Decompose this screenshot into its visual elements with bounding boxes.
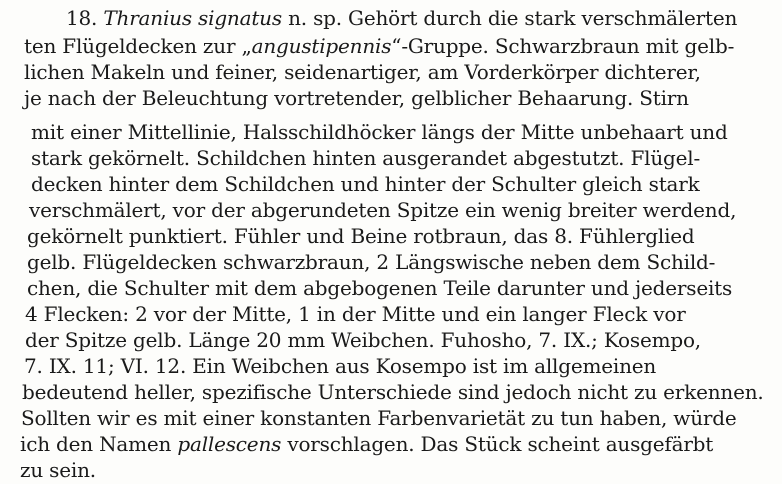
italic-term: angustipennis bbox=[251, 34, 392, 58]
text-line-3 bbox=[24, 60, 701, 84]
text-line-2 bbox=[24, 34, 734, 58]
text-line-18 bbox=[20, 458, 96, 482]
text-run: bedeutend heller, spezifische Unterschiede sind jedoch nicht zu erkennen. bbox=[22, 380, 764, 404]
text-line-1 bbox=[66, 6, 737, 30]
text-run: je nach der Beleuchtung vortretender, gelblicher Behaarung. Stirn bbox=[24, 86, 689, 110]
text-line-10 bbox=[27, 250, 715, 274]
text-line-6 bbox=[31, 146, 700, 170]
text-run: ten Flügeldecken zur „ bbox=[24, 34, 252, 58]
text-run: stark gekörnelt. Schildchen hinten ausgerandet abgestutzt. Flügel- bbox=[31, 146, 701, 170]
text-line-4 bbox=[24, 86, 689, 110]
text-run: vorschlagen. Das Stück scheint ausgefärbt bbox=[281, 432, 714, 456]
text-line-7 bbox=[31, 172, 700, 196]
text-run: Sollten wir es mit einer konstanten Farbenvarietät zu tun haben, würde bbox=[21, 406, 737, 430]
text-run: chen, die Schulter mit dem abgebogenen Teile darunter und jederseits bbox=[27, 276, 733, 300]
text-run: der Spitze gelb. Länge 20 mm Weibchen. Fuhosho, 7. IX.; Kosempo, bbox=[25, 328, 701, 352]
text-line-12 bbox=[25, 302, 686, 326]
text-run: lichen Makeln und feiner, seidenartiger, am Vorderkörper dichterer, bbox=[24, 60, 701, 84]
text-run: 18. bbox=[66, 6, 104, 30]
text-line-5 bbox=[31, 120, 728, 144]
text-line-16 bbox=[21, 406, 736, 430]
text-run: mit einer Mittellinie, Halsschildhöcker längs der Mitte unbehaart und bbox=[31, 120, 728, 144]
text-run: “-Gruppe. Schwarzbraun mit gelb- bbox=[391, 34, 735, 58]
text-line-9 bbox=[27, 224, 695, 248]
text-run: ich den Namen bbox=[20, 432, 178, 456]
text-line-11 bbox=[27, 276, 732, 300]
text-run: n. sp. Gehört durch die stark verschmälerten bbox=[281, 6, 738, 30]
text-run: gekörnelt punktiert. Fühler und Beine rotbraun, das 8. Fühlerglied bbox=[27, 224, 695, 248]
text-line-14 bbox=[24, 354, 656, 378]
text-line-13 bbox=[25, 328, 701, 352]
text-line-8 bbox=[29, 198, 736, 222]
text-run: verschmälert, vor der abgerundeten Spitze ein wenig breiter werdend, bbox=[29, 198, 737, 222]
text-run: 4 Flecken: 2 vor der Mitte, 1 in der Mitte und ein langer Fleck vor bbox=[25, 302, 686, 326]
text-run: 7. IX. 11; VI. 12. Ein Weibchen aus Kosempo ist im allgemeinen bbox=[24, 354, 657, 378]
italic-term: pallescens bbox=[177, 432, 282, 456]
text-line-17 bbox=[20, 432, 713, 456]
text-run: decken hinter dem Schildchen und hinter der Schulter gleich stark bbox=[31, 172, 700, 196]
italic-term: Thranius signatus bbox=[103, 6, 282, 30]
text-run: zu sein. bbox=[20, 458, 96, 482]
text-run: gelb. Flügeldecken schwarzbraun, 2 Längswische neben dem Schild- bbox=[27, 250, 716, 274]
text-line-15 bbox=[22, 380, 764, 404]
